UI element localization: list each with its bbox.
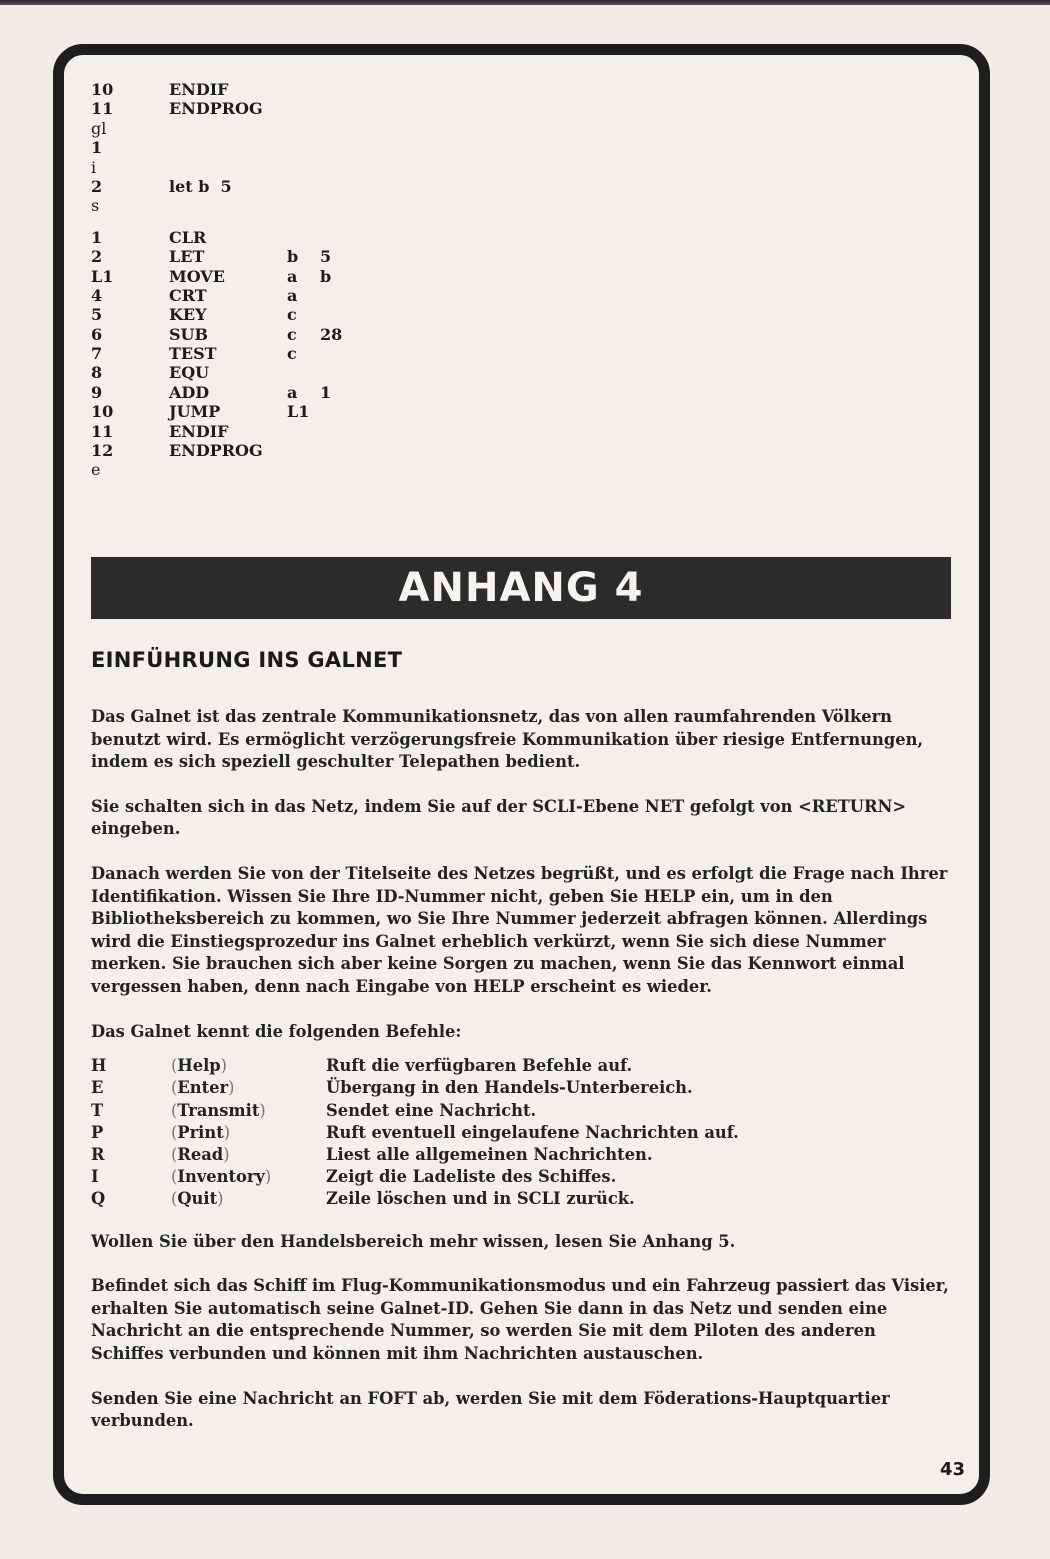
code-cell: 1	[91, 227, 103, 247]
command-row	[91, 1144, 739, 1166]
body-text	[91, 706, 953, 1455]
code-cell: 28	[320, 324, 343, 344]
command-key: T	[91, 1100, 104, 1120]
paragraph: Danach werden Sie von der Titelseite des Netzes begrüßt, und es erfolgt die Frage nach Ihrer Identifikation. Wissen Sie Ihre ID-Nummer nicht, geben Sie HELP ein, um in den Bibliotheksbereich zu kommen, wo Sie Ihre Nummer jederzeit abfragen können. Allerdings wird die Einstiegsprozedur ins Galnet erheblich verkürzt, wenn Sie sich diese Nummer merken. Sie brauchen sich aber keine Sorgen zu machen, wenn Sie das Kennwort einmal vergessen haben, denn nach Eingabe von HELP erscheint es wieder.	[91, 863, 948, 996]
paragraph	[91, 796, 953, 841]
command-description: Übergang in den Handels-Unterbereich.	[326, 1078, 693, 1098]
code-cell: c	[287, 305, 297, 325]
code-cell: 11	[91, 421, 114, 441]
code-cell: 10	[91, 80, 114, 99]
code-cell: CRT	[169, 285, 207, 305]
command-row	[91, 1055, 739, 1077]
text-span: Sie schalten sich in das Netz, indem Sie auf der SCLI-Ebene NET gefolgt von	[91, 796, 799, 816]
command-key: H	[91, 1056, 107, 1076]
paragraph: Das Galnet kennt die folgenden Befehle:	[91, 1021, 462, 1041]
code-cell: ENDPROG	[169, 441, 263, 461]
code-cell: gl	[91, 118, 107, 138]
code-cell: L1	[91, 266, 114, 286]
return-key: <RETURN>	[798, 796, 907, 816]
paragraph: Das Galnet ist das zentrale Kommunikationsnetz, das von allen raumfahrenden Völkern benutzt wird. Es ermöglicht verzögerungsfreie Kommunikation über riesige Entfernungen, indem es sich speziell geschulter Telepathen bedient.	[91, 707, 924, 772]
command-name: Enter	[177, 1078, 229, 1098]
command-row	[91, 1166, 739, 1188]
command-key: R	[91, 1144, 105, 1164]
command-name-cell: (Quit)	[171, 1189, 224, 1209]
code-cell: i	[91, 157, 97, 177]
code-cell: s	[91, 196, 100, 216]
code-cell: let b 5	[169, 176, 232, 196]
section-heading: EINFÜHRUNG INS GALNET	[91, 648, 403, 672]
code-cell: LET	[169, 247, 205, 267]
command-row	[91, 1100, 739, 1122]
code-cell: 11	[91, 99, 114, 119]
code-cell: c	[287, 324, 297, 344]
command-name-cell: (Read)	[171, 1144, 230, 1164]
command-name: Inventory	[177, 1167, 265, 1187]
command-name: Read	[177, 1144, 224, 1164]
command-key: I	[91, 1167, 99, 1187]
command-description: Zeile löschen und in SCLI zurück.	[326, 1189, 635, 1209]
paragraph: Wollen Sie über den Handelsbereich mehr wissen, lesen Sie Anhang 5.	[91, 1231, 736, 1251]
code-cell: c	[287, 344, 297, 364]
code-cell: 7	[91, 344, 103, 364]
code-cell: 9	[91, 382, 103, 402]
paragraph: Senden Sie eine Nachricht an FOFT ab, werden Sie mit dem Föderations-Hauptquartier verbunden.	[91, 1388, 890, 1431]
code-cell: a	[287, 382, 298, 402]
code-cell: L1	[287, 402, 310, 422]
code-cell: b	[320, 266, 332, 286]
command-description: Ruft eventuell eingelaufene Nachrichten auf.	[326, 1122, 739, 1142]
command-description: Ruft die verfügbaren Befehle auf.	[326, 1056, 633, 1076]
command-description: Sendet eine Nachricht.	[326, 1100, 537, 1120]
appendix-title: ANHANG 4	[398, 565, 644, 611]
code-cell: ENDIF	[169, 80, 229, 99]
code-cell: 4	[91, 285, 103, 305]
code-cell: 5	[320, 247, 332, 267]
appendix-banner	[91, 557, 951, 619]
code-cell: MOVE	[169, 266, 225, 286]
code-cell: ENDIF	[169, 421, 229, 441]
code-cell: ENDPROG	[169, 99, 263, 119]
code-cell: TEST	[169, 344, 217, 364]
command-key: Q	[91, 1189, 106, 1209]
command-row	[91, 1188, 739, 1210]
command-name: Quit	[177, 1189, 218, 1209]
code-cell: 1	[320, 382, 332, 402]
code-cell: 2	[91, 247, 103, 267]
command-row	[91, 1077, 739, 1099]
top-rule	[0, 0, 1050, 5]
code-cell: ADD	[169, 382, 210, 402]
code-cell: 8	[91, 363, 103, 383]
text-span: eingeben.	[91, 819, 181, 839]
code-cell: b	[287, 247, 299, 267]
code-cell: 6	[91, 324, 103, 344]
code-cell: 2	[91, 176, 103, 196]
command-key: E	[91, 1078, 104, 1098]
paragraph: Befindet sich das Schiff im Flug-Kommunikationsmodus und ein Fahrzeug passiert das Visier, erhalten Sie automatisch seine Galnet-ID. Gehen Sie dann in das Netz und senden eine Nachricht an die entsprechende Nummer, so werden Sie mit dem Piloten des anderen Schiffes verbunden und können mit ihm Nachrichten austauschen.	[91, 1276, 949, 1363]
code-cell: 10	[91, 402, 114, 422]
command-key: P	[91, 1122, 104, 1142]
code-cell: e	[91, 460, 101, 480]
command-name-cell: (Print)	[171, 1122, 231, 1142]
command-table	[91, 1055, 739, 1210]
code-cell: CLR	[169, 227, 207, 247]
code-cell: SUB	[169, 324, 209, 344]
command-description: Liest alle allgemeinen Nachrichten.	[326, 1144, 653, 1164]
code-cell: 5	[91, 305, 103, 325]
code-cell: 12	[91, 441, 114, 461]
code-cell: EQU	[169, 363, 210, 383]
command-name-cell: (Help)	[171, 1056, 228, 1076]
page-number: 43	[940, 1459, 966, 1480]
command-row	[91, 1122, 739, 1144]
command-name-cell: (Transmit)	[171, 1100, 266, 1120]
command-name: Help	[177, 1056, 221, 1076]
command-name-cell: (Inventory)	[171, 1167, 272, 1187]
code-cell: a	[287, 266, 298, 286]
command-name: Transmit	[177, 1100, 260, 1120]
command-name-cell: (Enter)	[171, 1078, 235, 1098]
code-cell: KEY	[169, 305, 207, 325]
command-description: Zeigt die Ladeliste des Schiffes.	[326, 1167, 617, 1187]
code-cell: 1	[91, 138, 103, 158]
code-cell: a	[287, 285, 298, 305]
code-cell: JUMP	[169, 402, 221, 422]
command-name: Print	[177, 1122, 224, 1142]
